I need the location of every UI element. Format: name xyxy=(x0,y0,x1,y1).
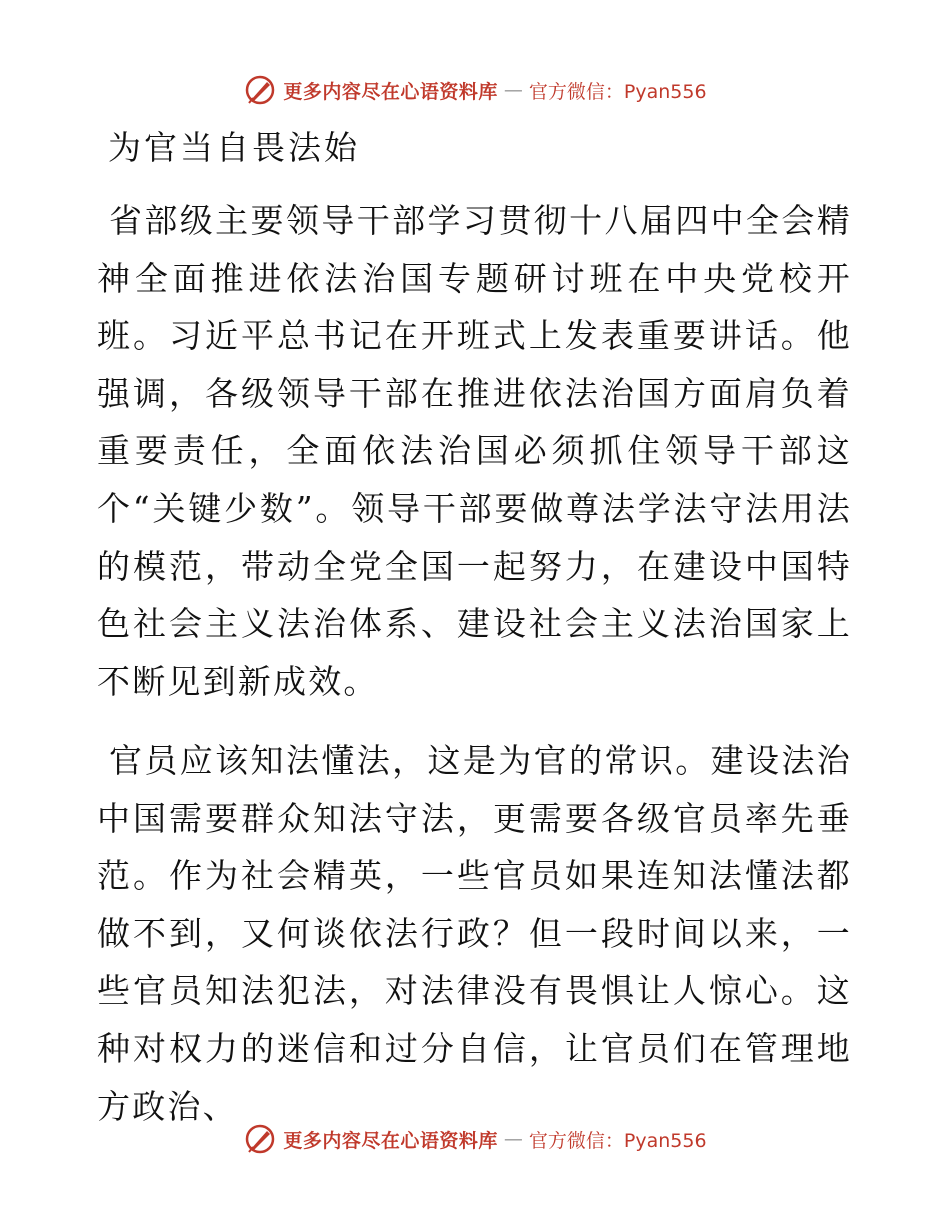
wechat-id-text: 官方微信：Pyan556 xyxy=(528,1129,707,1152)
footer-watermark-banner xyxy=(0,1119,950,1159)
separator-dash: — xyxy=(503,1128,523,1150)
wechat-id-text: 官方微信：Pyan556 xyxy=(528,80,707,103)
separator-dash: — xyxy=(503,79,523,101)
site-name-text: 更多内容尽在心语资料库 xyxy=(283,1129,498,1152)
site-name-text: 更多内容尽在心语资料库 xyxy=(283,80,498,103)
body-paragraph-2: 官员应该知法懂法，这是为官的常识。建设法治中国需要群众知法守法，更需要各级官员率先垂范。作为社会精英，一些官员如果连知法懂法都做不到，又何谈依法行政？但一段时间以来，一些官员知法犯法，对法律没有畏惧让人惊心。这种对权力的迷信和过分自信，让官员们在管理地方政治、 xyxy=(97,741,852,1126)
body-paragraph-1: 省部级主要领导干部学习贯彻十八届四中全会精神全面推进依法治国专题研讨班在中央党校开班。习近平总书记在开班式上发表重要讲话。他强调，各级领导干部在推进依法治国方面肩负着重要责任，全面依法治国必须抓住领导干部这个“关键少数”。领导干部要做尊法学法守法用法的模范，带动全党全国一起努力，在建设中国特色社会主义法治体系、建设社会主义法治国家上不断见到新成效。 xyxy=(97,201,852,701)
quill-pen-logo-icon xyxy=(243,73,277,107)
document-title: 为官当自畏法始 xyxy=(108,128,360,167)
header-watermark-banner xyxy=(0,70,950,110)
quill-pen-logo-icon xyxy=(243,1122,277,1156)
